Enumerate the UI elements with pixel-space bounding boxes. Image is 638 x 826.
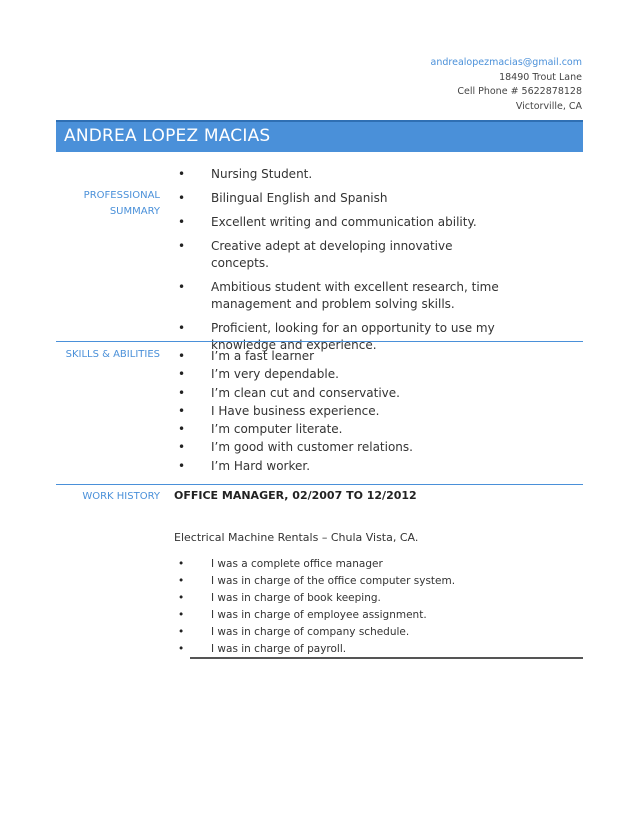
section-divider xyxy=(56,484,583,485)
list-item: • I’m clean cut and conservative. xyxy=(175,384,535,402)
summary-label-line2: SUMMARY xyxy=(109,206,160,217)
list-item: • I was in charge of company schedule. xyxy=(175,624,545,641)
list-item: • I was a complete office manager xyxy=(175,556,545,573)
contact-phone: Cell Phone # 5622878128 xyxy=(457,86,582,97)
name-header-bar xyxy=(56,120,583,152)
contact-address: 18490 Trout Lane xyxy=(499,71,582,83)
list-item: • I’m computer literate. xyxy=(175,420,535,438)
contact-email[interactable]: andrealopezmacias@gmail.com xyxy=(430,57,582,68)
contact-block xyxy=(431,56,582,114)
list-item: • I’m very dependable. xyxy=(175,365,535,383)
list-item: • I’m Hard worker. xyxy=(175,457,535,475)
skills-list xyxy=(175,347,535,475)
list-item: • I was in charge of book keeping. xyxy=(175,590,545,607)
summary-section-label xyxy=(56,188,160,220)
contact-city: Victorville, CA xyxy=(515,100,582,112)
candidate-name: ANDREA LOPEZ MACIAS xyxy=(64,126,271,146)
list-item: • Proficient, looking for an opportunity to use my knowledge and experience. xyxy=(175,320,505,354)
list-item: • I’m a fast learner xyxy=(175,347,535,365)
summary-label-line1: PROFESSIONAL xyxy=(83,190,160,201)
list-item: • Bilingual English and Spanish xyxy=(175,190,505,207)
section-divider xyxy=(56,341,583,342)
skills-section-label: SKILLS & ABILITIES xyxy=(65,349,160,360)
list-item: • I Have business experience. xyxy=(175,402,535,420)
end-divider xyxy=(190,657,583,659)
list-item: • Nursing Student. xyxy=(175,166,505,183)
summary-list xyxy=(175,166,505,354)
employer-line: Electrical Machine Rentals – Chula Vista, CA. xyxy=(174,531,419,544)
list-item: • Creative adept at developing innovative concepts. xyxy=(175,238,505,272)
list-item: • I was in charge of the office computer system. xyxy=(175,573,545,590)
list-item: • I’m good with customer relations. xyxy=(175,438,535,456)
list-item: • Excellent writing and communication ability. xyxy=(175,214,505,231)
list-item: • Ambitious student with excellent research, time management and problem solving skills. xyxy=(175,279,505,313)
list-item: • I was in charge of payroll. xyxy=(175,641,545,658)
job-title: OFFICE MANAGER, 02/2007 TO 12/2012 xyxy=(174,489,417,502)
work-duties-list xyxy=(175,556,545,658)
work-section-label: WORK HISTORY xyxy=(82,491,160,502)
list-item: • I was in charge of employee assignment. xyxy=(175,607,545,624)
